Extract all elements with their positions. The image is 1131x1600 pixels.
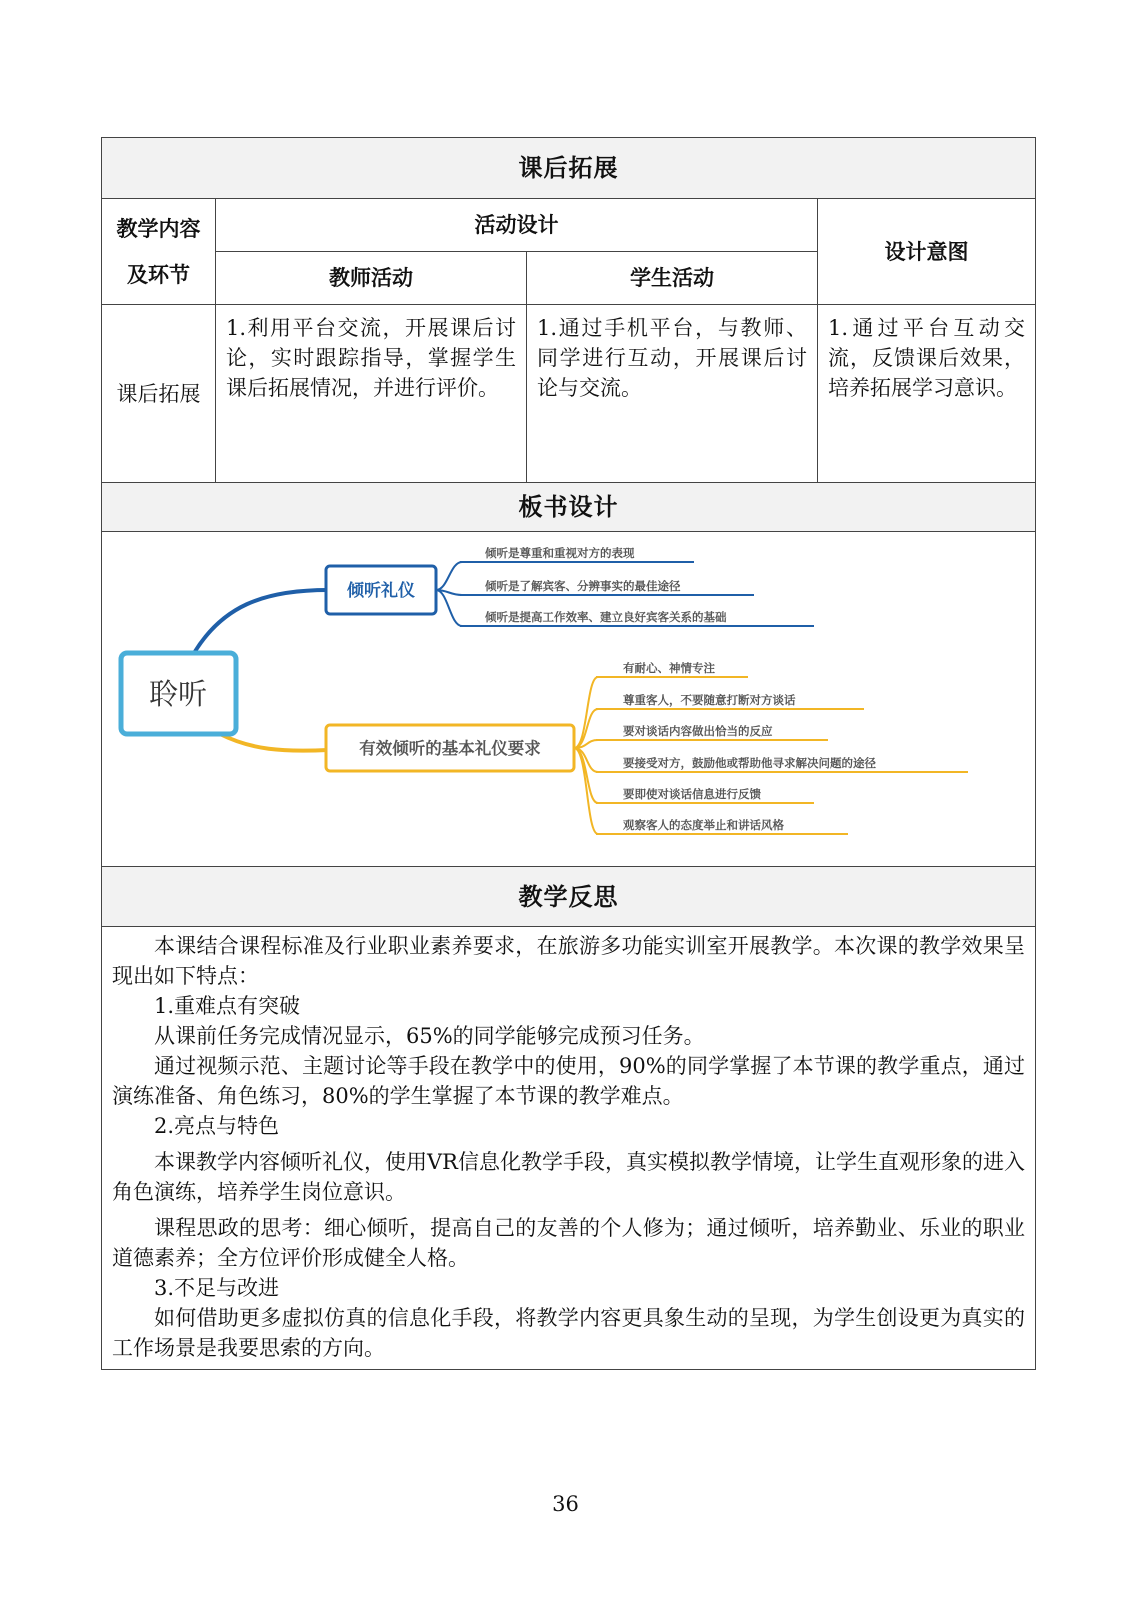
design-intent-text: 1.通过平台互动交流，反馈课后效果，培养拓展学习意识。 (818, 305, 1036, 483)
reflection-paragraph-4: 本课教学内容倾听礼仪，使用VR信息化教学手段，真实模拟教学情境，让学生直观形象的进入角色演练，培养学生岗位意识。 (112, 1150, 1025, 1204)
header-teacher-activity: 教师活动 (216, 252, 527, 305)
header-design-intent: 设计意图 (818, 199, 1036, 305)
connector-branch1 (194, 590, 328, 653)
student-activity-text: 1.通过手机平台，与教师、同学进行互动，开展课后讨论与交流。 (527, 305, 818, 483)
branch2-fan (574, 677, 598, 834)
branch1-item-3: 倾听是提高工作效率、建立良好宾客关系的基础 (485, 610, 727, 624)
header-content-stage (102, 199, 216, 305)
reflection-paragraph-2: 从课前任务完成情况显示，65%的同学能够完成预习任务。 (154, 1024, 705, 1048)
reflection-paragraph-1: 本课结合课程标准及行业职业素养要求，在旅游多功能实训室开展教学。本次课的教学效果呈现出如下特点： (112, 934, 1025, 988)
branch2-item-5: 要即使对谈话信息进行反馈 (623, 787, 761, 801)
branch1-item-2: 倾听是了解宾客、分辨事实的最佳途径 (485, 579, 681, 593)
header-content-line2: 及环节 (127, 261, 190, 287)
branch1-label: 倾听礼仪 (347, 581, 415, 601)
reflection-heading-1: 1.重难点有突破 (154, 994, 301, 1018)
branch2-item-1: 有耐心、神情专注 (623, 661, 715, 675)
root-label: 聆听 (148, 677, 208, 711)
reflection-heading-2: 2.亮点与特色 (154, 1114, 280, 1138)
branch2-label: 有效倾听的基本礼仪要求 (359, 739, 541, 758)
reflection-paragraph-5: 课程思政的思考：细心倾听，提高自己的友善的个人修为；通过倾听，培养勤业、乐业的职业道德素养；全方位评价形成健全人格。 (112, 1216, 1025, 1270)
board-design-cell (102, 532, 1036, 867)
branch1-item-1: 倾听是尊重和重视对方的表现 (485, 546, 635, 560)
row-label-extension: 课后拓展 (102, 305, 216, 483)
header-student-activity: 学生活动 (527, 252, 818, 305)
reflection-paragraph-6: 如何借助更多虚拟仿真的信息化手段，将教学内容更具象生动的呈现，为学生创设更为真实的工作场景是我要思索的方向。 (112, 1306, 1025, 1360)
header-content-line1: 教学内容 (116, 215, 201, 241)
page-number: 36 (552, 1492, 579, 1516)
reflection-body (102, 927, 1036, 1370)
section-title-board: 板书设计 (102, 483, 1036, 532)
branch2-item-3: 要对谈话内容做出恰当的反应 (623, 724, 773, 738)
reflection-paragraph-3: 通过视频示范、主题讨论等手段在教学中的使用，90%的同学掌握了本节课的教学重点，通过演练准备、角色练习，80%的学生掌握了本节课的教学难点。 (112, 1054, 1025, 1108)
branch2-item-6: 观察客人的态度举止和讲话风格 (623, 818, 784, 832)
lesson-table (101, 137, 1036, 1370)
reflection-heading-3: 3.不足与改进 (154, 1276, 280, 1300)
teacher-activity-text: 1.利用平台交流，开展课后讨论，实时跟踪指导，掌握学生课后拓展情况，并进行评价。 (216, 305, 527, 483)
section-title-reflection: 教学反思 (102, 867, 1036, 927)
branch1-fan (436, 562, 462, 626)
mindmap (102, 532, 1034, 858)
header-activity-design: 活动设计 (216, 199, 818, 252)
connector-branch2 (220, 734, 328, 751)
page-content (101, 137, 1035, 1370)
branch2-item-4: 要接受对方，鼓励他或帮助他寻求解决问题的途径 (623, 756, 876, 770)
branch2-item-2: 尊重客人，不要随意打断对方谈话 (623, 693, 796, 707)
section-title-extension: 课后拓展 (102, 138, 1036, 199)
